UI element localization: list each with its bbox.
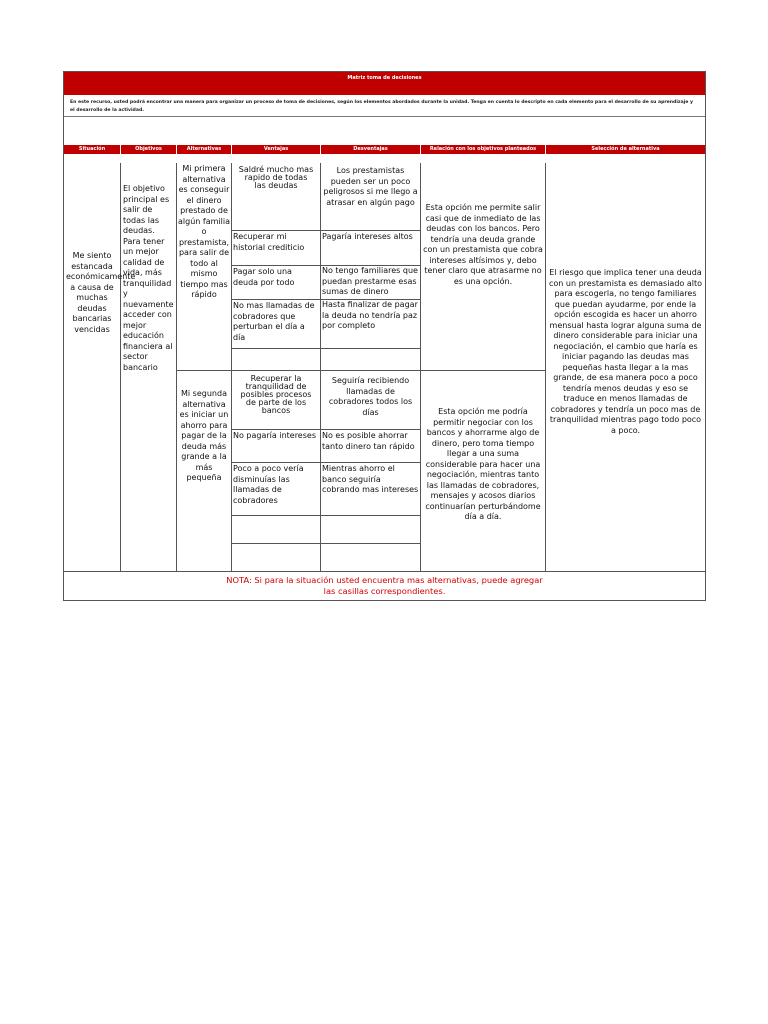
situacion-cell: Me siento estancada económicamente a causa de muchas deudas bancarias vencidas xyxy=(64,163,121,572)
alternativa-1-cell: Mi primera alternativa es conseguir el dinero prestado de algún familia o prestamista, para salir de todo al mismo tiempo mas rápido xyxy=(177,163,232,371)
alternativa-2-cell: Mi segunda alternativa es iniciar un ahorro para pagar de la deuda más grande a la más pequeña xyxy=(177,371,232,572)
header-seleccion: Selección de alternativa xyxy=(546,145,705,154)
header-situacion: Situación xyxy=(64,145,121,154)
ventaja-2-empty-2 xyxy=(232,544,321,572)
desventaja-1-2: Pagaría intereses altos xyxy=(321,231,421,266)
desventaja-2-empty-1 xyxy=(321,516,421,544)
ventaja-2-2: No pagaría intereses xyxy=(232,430,321,463)
desventaja-2-3: Mientras ahorro el banco seguiría cobrando mas intereses xyxy=(321,463,421,516)
desventaja-2-empty-2 xyxy=(321,544,421,572)
header-ventajas: Ventajas xyxy=(232,145,321,154)
seleccion-cell: El riesgo que implica tener una deuda con un prestamista es demasiado alto para escogerla, no tengo familiares que puedan ayudarme, por ende la opción escogida es hacer un ahorro mensual hasta lograr alguna suma de dinero considerable para iniciar una negociación, el cambio que haría es iniciar pagando las deudas mas pequeñas hasta llegar a la mas grande, de esa manera poco a poco tendría menos deudas y eso se traduce en menos llamadas de cobradores y tendría un poco mas de tranquilidad mientras pago todo poco a poco. xyxy=(546,163,705,572)
desventaja-1-empty xyxy=(321,349,421,371)
desventaja-2-2: No es posible ahorrar tanto dinero tan rápido xyxy=(321,430,421,463)
desventaja-2-1: Seguiría recibiendo llamadas de cobradores todos los días xyxy=(321,371,421,430)
header-desventajas: Desventajas xyxy=(321,145,421,154)
relacion-1-cell: Esta opción me permite salir casi que de inmediato de las deudas con los bancos. Pero tendría una deuda grande con un prestamista que cobra intereses altísimos y, debo tener claro que atrasarme no es una opción. xyxy=(421,163,546,371)
ventaja-1-4: No mas llamadas de cobradores que perturban el día a día xyxy=(232,300,321,349)
desventaja-1-3: No tengo familiares que puedan prestarme esas sumas de dinero xyxy=(321,266,421,300)
ventaja-1-3: Pagar solo una deuda por todo xyxy=(232,266,321,300)
nota-text: NOTA: Si para la situación usted encuentra mas alternativas, puede agregar las casillas correspondientes. xyxy=(226,575,543,596)
matrix-intro: En este recurso, usted podrá encontrar una manera para organizar un proceso de toma de decisiones, según los elementos abordados durante la unidad. Tenga en cuenta lo descripto en cada elemento para el desarrollo de su aprendizaje y el desarrollo de la actividad. xyxy=(64,95,705,117)
matrix-title: Matriz toma de decisiones xyxy=(64,72,705,95)
ventaja-2-1: Recuperar la tranquilidad de posibles procesos de parte de los bancos xyxy=(232,371,321,430)
ventaja-1-1: Saldré mucho mas rapido de todas las deudas xyxy=(232,163,321,231)
ventaja-1-empty xyxy=(232,349,321,371)
ventaja-1-2: Recuperar mi historial crediticio xyxy=(232,231,321,266)
desventaja-1-4: Hasta finalizar de pagar la deuda no tendría paz por completo xyxy=(321,300,421,349)
header-objetivos: Objetivos xyxy=(121,145,177,154)
header-alternativas: Alternativas xyxy=(177,145,232,154)
desventaja-1-1: Los prestamistas pueden ser un poco peligrosos si me llego a atrasar en algún pago xyxy=(321,163,421,231)
objetivos-cell: El objetivo principal es salir de todas las deudas. Para tener un mejor calidad de vida, más tranquilidad y nuevamente acceder con mejor educación financiera al sector bancario xyxy=(121,163,177,572)
nota-row xyxy=(64,572,705,600)
relacion-2-cell: Esta opción me podría permitir negociar con los bancos y ahorrarme algo de dinero, pero toma tiempo llegar a una suma considerable para hacer una negociación, mientras tanto las llamadas de cobradores, mensajes y acosos diarios continuarían perturbándome día a día. xyxy=(421,371,546,572)
ventaja-2-empty-1 xyxy=(232,516,321,544)
ventaja-2-3: Poco a poco vería disminuías las llamadas de cobradores xyxy=(232,463,321,516)
decision-matrix xyxy=(63,71,706,601)
header-relacion: Relación con los objetivos planteados xyxy=(421,145,546,154)
